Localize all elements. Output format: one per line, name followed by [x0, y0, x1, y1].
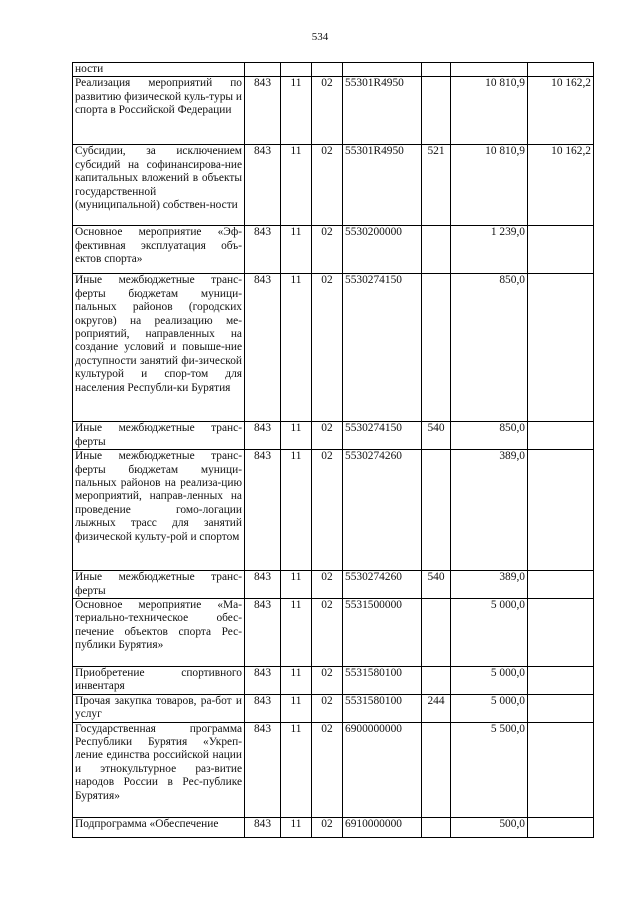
cell-admin-code: 843 [245, 599, 281, 667]
cell-subsection: 02 [312, 422, 343, 450]
cell-expense-type: 540 [422, 422, 451, 450]
cell-subsection: 02 [312, 274, 343, 422]
cell-name: Иные межбюджетные транс-ферты [73, 571, 245, 599]
cell-name: Приобретение спортивного инвентаря [73, 667, 245, 695]
cell-admin-code: 843 [245, 422, 281, 450]
cell-sum-year-1: 389,0 [451, 450, 528, 571]
cell-admin-code: 843 [245, 817, 281, 837]
cell-section: 11 [281, 274, 312, 422]
cell-subsection: 02 [312, 77, 343, 145]
table-row [73, 226, 594, 274]
table-row [73, 63, 594, 77]
cell-name: Государственная программа Республики Бурятия «Укреп-ление единства российской нации и этнокультурное раз-витие народов России в Рес-публике Бурятия» [73, 722, 245, 817]
cell-admin-code: 843 [245, 571, 281, 599]
cell-sum-year-2: 10 162,2 [528, 145, 594, 226]
cell-name: Основное мероприятие «Ма-териально-техническое обес-печение объектов спорта Рес-публики Бурятия» [73, 599, 245, 667]
cell-target-article: 5531500000 [343, 599, 422, 667]
cell-section: 11 [281, 226, 312, 274]
cell-target-article: 6900000000 [343, 722, 422, 817]
cell-sum-year-2 [528, 817, 594, 837]
cell-expense-type [422, 599, 451, 667]
cell-target-article: 5530274150 [343, 274, 422, 422]
cell-admin-code: 843 [245, 274, 281, 422]
table-row [73, 274, 594, 422]
cell-subsection [312, 63, 343, 77]
cell-section: 11 [281, 145, 312, 226]
cell-name: Подпрограмма «Обеспечение [73, 817, 245, 837]
cell-sum-year-1: 5 500,0 [451, 722, 528, 817]
cell-sum-year-2 [528, 571, 594, 599]
cell-admin-code: 843 [245, 722, 281, 817]
cell-sum-year-2 [528, 63, 594, 77]
cell-sum-year-2 [528, 694, 594, 722]
cell-sum-year-2 [528, 274, 594, 422]
cell-expense-type [422, 274, 451, 422]
table-row [73, 571, 594, 599]
cell-sum-year-2 [528, 450, 594, 571]
cell-sum-year-1 [451, 63, 528, 77]
cell-subsection: 02 [312, 599, 343, 667]
cell-target-article: 5530200000 [343, 226, 422, 274]
cell-expense-type [422, 722, 451, 817]
cell-target-article: 5531580100 [343, 694, 422, 722]
cell-name: Иные межбюджетные транс-ферты бюджетам муници-пальных районов на реализа-цию мероприятий, направ-ленных на проведение гомо-логации лыжных трасс для занятий физической культу-рой и спортом [73, 450, 245, 571]
cell-section: 11 [281, 599, 312, 667]
cell-sum-year-2 [528, 226, 594, 274]
cell-expense-type [422, 63, 451, 77]
cell-section: 11 [281, 722, 312, 817]
cell-target-article: 6910000000 [343, 817, 422, 837]
cell-name: Иные межбюджетные транс-ферты бюджетам муници-пальных районов (городских округов) на реализацию ме-роприятий, направленных на создание условий и повыше-ние доступности занятий фи-зической культурой и спор-том для населения Республи-ки Бурятия [73, 274, 245, 422]
cell-admin-code: 843 [245, 450, 281, 571]
cell-sum-year-2 [528, 422, 594, 450]
cell-expense-type: 244 [422, 694, 451, 722]
cell-section: 11 [281, 77, 312, 145]
cell-name: Реализация мероприятий по развитию физической куль-туры и спорта в Российской Федерации [73, 77, 245, 145]
cell-sum-year-1: 1 239,0 [451, 226, 528, 274]
cell-expense-type [422, 667, 451, 695]
cell-expense-type [422, 817, 451, 837]
cell-target-article: 5530274260 [343, 450, 422, 571]
table-row [73, 450, 594, 571]
cell-sum-year-1: 5 000,0 [451, 599, 528, 667]
cell-sum-year-1: 10 810,9 [451, 77, 528, 145]
cell-section [281, 63, 312, 77]
cell-name: Прочая закупка товаров, ра-бот и услуг [73, 694, 245, 722]
cell-expense-type: 521 [422, 145, 451, 226]
cell-section: 11 [281, 667, 312, 695]
cell-admin-code: 843 [245, 667, 281, 695]
cell-subsection: 02 [312, 571, 343, 599]
cell-section: 11 [281, 817, 312, 837]
table-row [73, 599, 594, 667]
page-number: 534 [311, 31, 329, 43]
cell-sum-year-1: 5 000,0 [451, 694, 528, 722]
cell-sum-year-2 [528, 722, 594, 817]
cell-admin-code: 843 [245, 145, 281, 226]
cell-target-article: 55301R4950 [343, 145, 422, 226]
table-row [73, 817, 594, 837]
cell-sum-year-1: 10 810,9 [451, 145, 528, 226]
cell-sum-year-2 [528, 667, 594, 695]
cell-target-article: 5530274150 [343, 422, 422, 450]
cell-section: 11 [281, 422, 312, 450]
cell-subsection: 02 [312, 817, 343, 837]
cell-name: Субсидии, за исключением субсидий на софинансирова-ние капитальных вложений в объекты государственной (муниципальной) собствен-ности [73, 145, 245, 226]
cell-target-article: 55301R4950 [343, 77, 422, 145]
cell-expense-type: 540 [422, 571, 451, 599]
cell-name: Иные межбюджетные транс-ферты [73, 422, 245, 450]
cell-subsection: 02 [312, 722, 343, 817]
cell-target-article: 5530274260 [343, 571, 422, 599]
cell-subsection: 02 [312, 694, 343, 722]
cell-subsection: 02 [312, 667, 343, 695]
cell-admin-code: 843 [245, 77, 281, 145]
table-row [73, 422, 594, 450]
cell-expense-type [422, 77, 451, 145]
cell-section: 11 [281, 694, 312, 722]
cell-name: Основное мероприятие «Эф-фективная эксплуатация объ-ектов спорта» [73, 226, 245, 274]
table-row [73, 77, 594, 145]
cell-expense-type [422, 226, 451, 274]
budget-table [72, 62, 594, 838]
cell-sum-year-2 [528, 599, 594, 667]
cell-section: 11 [281, 571, 312, 599]
budget-table-body [73, 63, 594, 838]
cell-name: ности [73, 63, 245, 77]
cell-target-article [343, 63, 422, 77]
cell-sum-year-2: 10 162,2 [528, 77, 594, 145]
cell-sum-year-1: 500,0 [451, 817, 528, 837]
cell-subsection: 02 [312, 145, 343, 226]
cell-sum-year-1: 5 000,0 [451, 667, 528, 695]
table-row [73, 722, 594, 817]
cell-target-article: 5531580100 [343, 667, 422, 695]
cell-subsection: 02 [312, 226, 343, 274]
cell-sum-year-1: 850,0 [451, 274, 528, 422]
cell-subsection: 02 [312, 450, 343, 571]
cell-section: 11 [281, 450, 312, 571]
table-row [73, 145, 594, 226]
table-row [73, 667, 594, 695]
cell-admin-code [245, 63, 281, 77]
cell-sum-year-1: 389,0 [451, 571, 528, 599]
cell-expense-type [422, 450, 451, 571]
cell-admin-code: 843 [245, 694, 281, 722]
cell-sum-year-1: 850,0 [451, 422, 528, 450]
table-row [73, 694, 594, 722]
cell-admin-code: 843 [245, 226, 281, 274]
